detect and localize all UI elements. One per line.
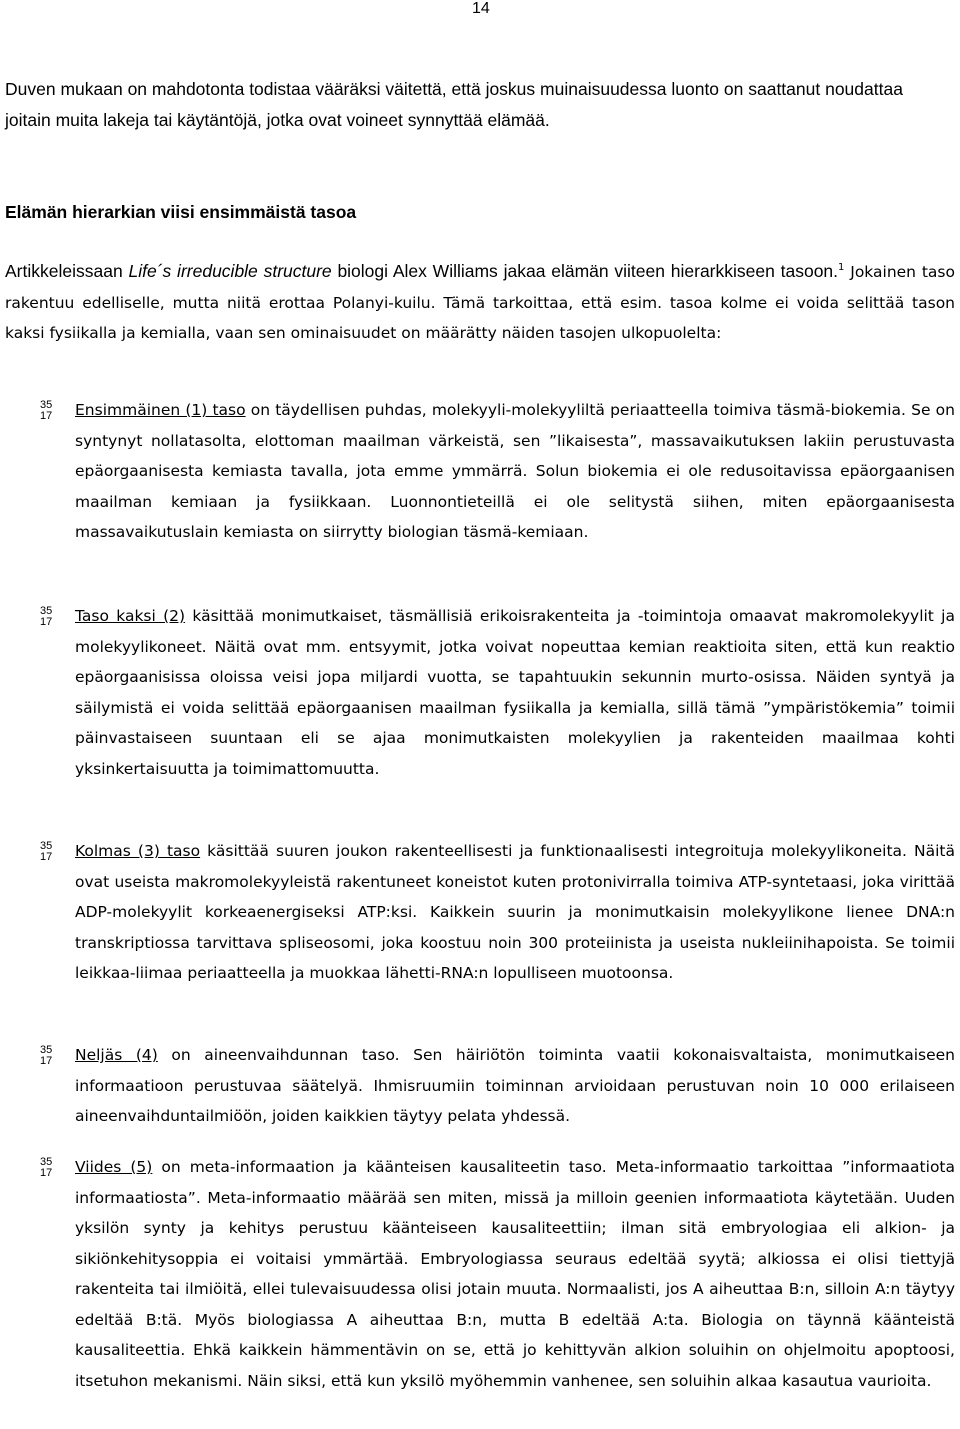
level-body: on aineenvaihdunnan taso. Sen häiriötön toiminta vaatii kokonaisvaltaista, monimutkaiseen informaatioon perustuvaa säätelyä. Ihmisruumiin toiminnan arvioidaan perustuvan noin 10 000 erilaiseen aineenvaihduntailmiöön, joiden kaikkien täytyy pelata yhdessä. xyxy=(75,1046,956,1125)
marker-top: 35 xyxy=(40,1044,53,1056)
marker-bottom: 17 xyxy=(40,851,53,863)
section-heading: Elämän hierarkian viisi ensimmäistä tasoa xyxy=(5,202,357,222)
level-text xyxy=(75,1152,955,1396)
level-text xyxy=(75,601,955,784)
lead-text-1: Artikkeleissaan xyxy=(5,261,129,281)
level-text xyxy=(75,836,955,989)
level-title: Taso kaksi (2) xyxy=(75,607,186,625)
marker-top: 35 xyxy=(40,1156,53,1168)
page-number: 14 xyxy=(472,0,490,17)
level-text xyxy=(75,1040,955,1132)
marker-bottom: 17 xyxy=(40,1167,53,1179)
lead-text-3: Jokainen taso rakentuu edelliselle, mutta niitä erottaa Polanyi-kuilu. Tämä tarkoittaa, että esim. tasoa kolme ei voida selittää tason kaksi fysiikalla ja kemialla, vaan sen ominaisuudet on määrätty näiden tasojen ulkopuolelta: xyxy=(5,263,955,342)
lead-paragraph xyxy=(5,256,955,349)
level-body: on meta-informaation ja käänteisen kausaliteetin taso. Meta-informaatio tarkoittaa ”informaatiota informaatiosta”. Meta-informaatio määrää sen miten, missä ja milloin geenien informaatiota käytetään. Uuden yksilön synty ja kehitys perustuu käänteiseen kausaliteettiin; ilman sitä embryologiaa eli alkion- ja sikiönkehitysoppia ei voitaisi ymmärtää. Embryologiassa seuraus edeltää syytä; alkiossa ei olisi tiettyjä rakenteita tai ilmiöitä, ellei tulevaisuudessa olisi jotain muuta. Normaalisti, jos A aiheuttaa B:n, silloin A:n täytyy edeltää B:tä. Myös biologiassa A aiheuttaa B:n, mutta B edeltää A:ta. Biologia on täynnä käänteistä kausaliteettia. Ehkä kaikkein hämmentävin on se, että jo kehittyvän alkion soluihin on ohjelmoitu apoptoosi, itsetuhon mekanismi. Näin siksi, että kun yksilö myöhemmin vanhenee, sen soluihin alkaa kasautua vaurioita. xyxy=(75,1158,955,1390)
footnote-ref: 1 xyxy=(838,262,845,273)
level-body: käsittää monimutkaiset, täsmällisiä erikoisrakenteita ja -toimintoja omaavat makromolekyylit ja molekyylikoneet. Näitä ovat mm. entsyymit, jotka voivat nopeuttaa kemian reaktioita siten, että kun reaktio epäorgaanisissa oloissa veisi jopa miljardi vuotta, se tapahtuukin sekunnin murto-osissa. Näiden syntyä ja säilymistä ei voida selittää epäorgaanisen maailman fysiikalla ja kemialla, sillä tämä ”ympäristökemia” toimii päinvastaiseen suuntaan eli se ajaa monimutkaisten molekyylien ja rakenteiden maailmaa kohti yksinkertaisuutta ja toimimattomuutta. xyxy=(75,607,955,778)
lead-text-2: biologi Alex Williams jakaa elämän viiteen hierarkkiseen tasoon. xyxy=(331,261,839,281)
marker-top: 35 xyxy=(40,840,53,852)
level-title: Viides (5) xyxy=(75,1158,153,1176)
marker-bottom: 17 xyxy=(40,616,53,628)
level-body: käsittää suuren joukon rakenteellisesti ja funktionaalisesti integroituja molekyylikoneita. Näitä ovat useista makromolekyyleistä rakentuneet koneistot kuten protonivirralla toimiva ATP-syntetaasi, joka virittää ADP-molekyylit korkeaenergiseksi ATP:ksi. Kaikkein suurin ja monimutkaisin molekyylikone lienee DNA:n transkriptiossa tarvittava spliseosomi, joka koostuu noin 300 proteiinista ja useista nukleiinihapoista. Se toimii leikkaa-liimaa periaatteella ja muokkaa lähetti-RNA:n lopulliseen muotoonsa. xyxy=(75,842,955,982)
level-marker xyxy=(40,400,54,422)
article-title: Life´s irreducible structure xyxy=(128,261,332,281)
level-marker xyxy=(40,606,54,628)
intro-paragraph: Duven mukaan on mahdotonta todistaa vääräksi väitettä, että joskus muinaisuudessa luonto on saattanut noudattaa joitain muita lakeja tai käytäntöjä, jotka ovat voineet synnyttää elämää. xyxy=(5,79,903,130)
marker-top: 35 xyxy=(40,399,53,411)
marker-bottom: 17 xyxy=(40,410,53,422)
level-text xyxy=(75,395,955,548)
marker-bottom: 17 xyxy=(40,1055,53,1067)
level-marker xyxy=(40,1157,54,1179)
level-body: on täydellisen puhdas, molekyyli-molekyyliltä periaatteella toimiva täsmä-biokemia. Se on syntynyt nollatasolta, elottoman maailman värkeistä, sen ”likaisesta”, massavaikutuksen lakiin perustuvasta epäorgaanisesta kemiasta tavalla, jota emme ymmärrä. Solun biokemia ei ole redusoitavissa epäorgaanisen maailman kemiaan ja fysiikkaan. Luonnontieteillä ei ole selitystä siihen, miten epäorgaanisesta massavaikutuslain kemiasta on siirrytty biologian täsmä-kemiaan. xyxy=(75,401,955,541)
level-marker xyxy=(40,841,54,863)
marker-top: 35 xyxy=(40,605,53,617)
level-marker xyxy=(40,1045,54,1067)
level-title: Neljäs (4) xyxy=(75,1046,158,1064)
level-title: Ensimmäinen (1) taso xyxy=(75,401,246,419)
level-title: Kolmas (3) taso xyxy=(75,842,201,860)
